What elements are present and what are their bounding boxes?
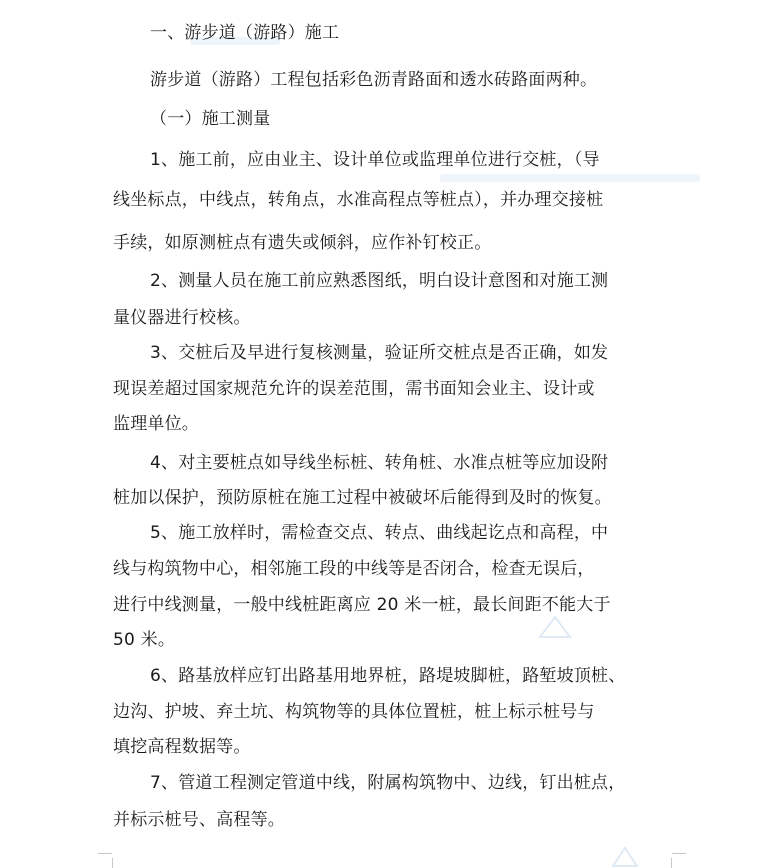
item-2-line-2: 量仪器进行校核。 [113,308,251,328]
item-4-line-2: 桩加以保护，预防原桩在施工过程中被破坏后能得到及时的恢复。 [113,488,612,508]
subsection-heading: （一）施工测量 [150,109,271,129]
item-4-line-1: 4、对主要桩点如导线坐标桩、转角桩、水准点桩等应加设附 [150,453,609,473]
item-3-line-2: 现误差超过国家规范允许的误差范围，需书面知会业主、设计或 [113,379,595,399]
item-5-line-1: 5、施工放样时，需检查交点、转点、曲线起讫点和高程，中 [150,523,609,543]
item-2-line-1: 2、测量人员在施工前应熟悉图纸，明白设计意图和对施工测 [150,271,609,291]
watermark-logo-icon [610,844,640,868]
crop-mark-left [98,853,112,868]
item-7-line-1: 7、管道工程测定管道中线，附属构筑物中、边线，钉出桩点， [150,773,626,793]
item-1-line-1: 1、施工前，应由业主、设计单位或监理单位进行交桩，（导 [150,150,600,170]
section-heading: 一、游步道（游路）施工 [150,23,340,43]
item-6-line-3: 填挖高程数据等。 [113,737,251,757]
item-6-line-2: 边沟、护坡、弃土坑、构筑物等的具体位置桩，桩上标示桩号与 [113,702,595,722]
item-5-line-4: 50 米。 [113,630,176,650]
item-1-line-2: 线坐标点，中线点，转角点，水准高程点等桩点），并办理交接桩 [113,190,604,210]
item-3-line-1: 3、交桩后及早进行复核测量，验证所交桩点是否正确，如发 [150,343,609,363]
crop-mark-left-vertical [112,858,113,868]
item-3-line-3: 监理单位。 [113,414,199,434]
item-6-line-1: 6、路基放样应钉出路基用地界桩，路堤坡脚桩，路堑坡顶桩、 [150,666,626,686]
item-7-line-2: 并标示桩号、高程等。 [113,810,285,830]
item-1-line-3: 手续，如原测桩点有遗失或倾斜，应作补钉校正。 [113,233,492,253]
item-5-line-2: 线与构筑物中心，相邻施工段的中线等是否闭合，检查无误后， [113,559,595,579]
crop-mark-right-vertical [671,858,672,868]
item-5-line-3: 进行中线测量，一般中线桩距离应 20 米一桩，最长间距不能大于 [113,595,611,615]
intro-paragraph: 游步道（游路）工程包括彩色沥青路面和透水砖路面两种。 [150,70,598,90]
crop-mark-right [672,853,686,868]
